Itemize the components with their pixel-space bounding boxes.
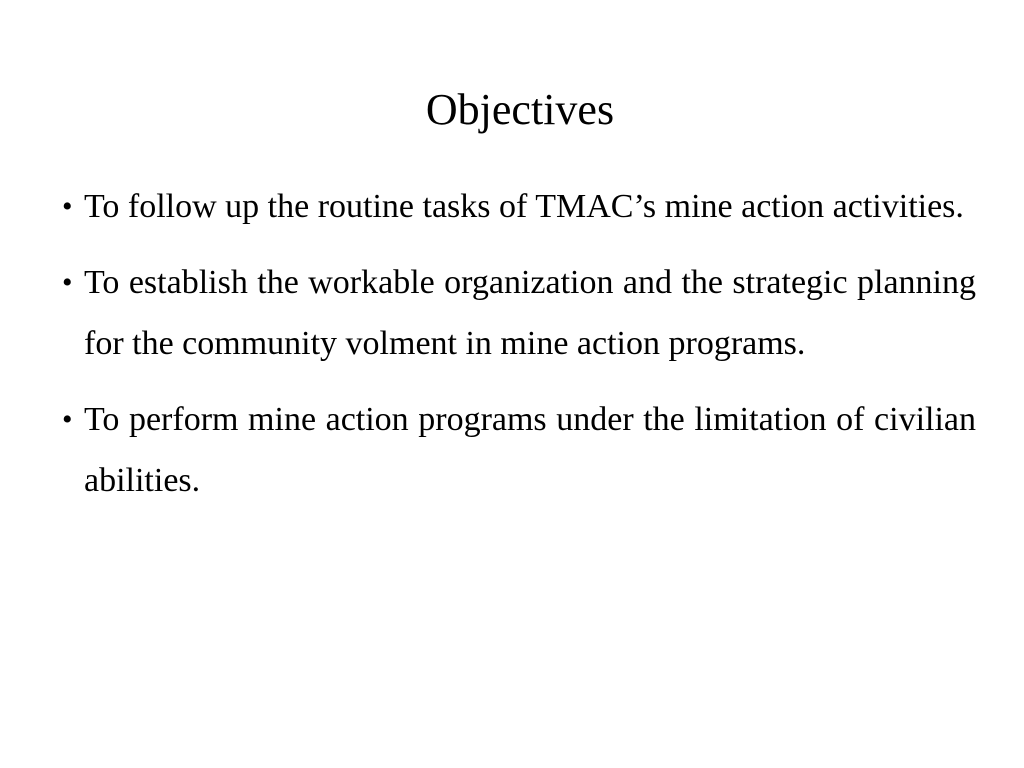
bullet-text: To establish the workable organization and the strategic planning for the community volment in mine action programs.: [84, 264, 976, 362]
bullet-item: [60, 252, 976, 374]
bullet-item: [60, 176, 976, 237]
bullet-marker: •: [62, 190, 73, 223]
bullet-item: [60, 389, 976, 511]
slide-title: Objectives: [425, 85, 615, 134]
bullet-text: To follow up the routine tasks of TMAC’s mine action activities.: [84, 188, 964, 225]
bullet-list: [60, 176, 976, 526]
bullet-text: To perform mine action programs under the limitation of civilian abilities.: [84, 401, 976, 499]
bullet-marker: •: [62, 403, 73, 436]
bullet-marker: •: [62, 266, 73, 299]
